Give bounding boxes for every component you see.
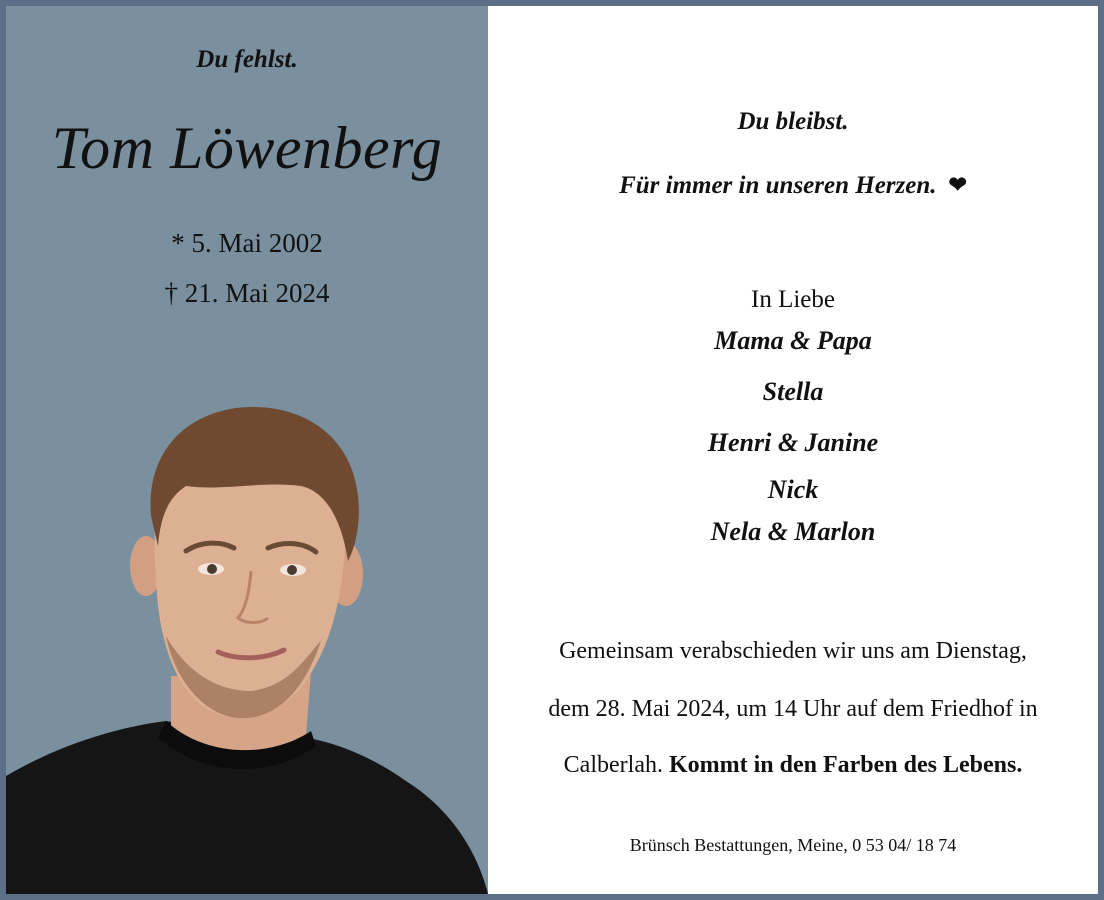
heart-icon: ❤ xyxy=(948,172,967,197)
deceased-name: Tom Löwenberg xyxy=(51,115,443,181)
portrait-photo xyxy=(6,386,488,894)
left-panel xyxy=(6,6,488,894)
family-member: Henri & Janine xyxy=(707,428,879,457)
ceremony-dresscode: Kommt in den Farben des Lebens. xyxy=(668,752,1023,778)
tagline: Du fehlst. xyxy=(196,46,298,73)
family-member: Nick xyxy=(767,475,819,504)
ceremony-line-1: Gemeinsam verabschieden wir uns am Dienstag, xyxy=(559,638,1027,664)
in-liebe-label: In Liebe xyxy=(751,286,835,313)
message-line-2 xyxy=(488,172,1098,200)
family-member: Nela & Marlon xyxy=(710,517,876,546)
ceremony-line-3 xyxy=(488,752,1098,779)
message-line-1: Du bleibst. xyxy=(737,108,849,135)
family-member: Mama & Papa xyxy=(714,326,872,355)
death-date: † 21. Mai 2024 xyxy=(164,278,330,308)
obituary-card xyxy=(6,6,1098,894)
ceremony-line-2: dem 28. Mai 2024, um 14 Uhr auf dem Friedhof in xyxy=(548,696,1038,722)
right-panel xyxy=(488,6,1098,894)
message-line-2-text: Für immer in unseren Herzen. xyxy=(619,172,937,199)
birth-date: * 5. Mai 2002 xyxy=(171,228,323,258)
family-member: Stella xyxy=(762,377,824,406)
ceremony-place: Calberlah. xyxy=(563,752,663,778)
funeral-home-footer: Brünsch Bestattungen, Meine, 0 53 04/ 18 74 xyxy=(629,835,957,855)
